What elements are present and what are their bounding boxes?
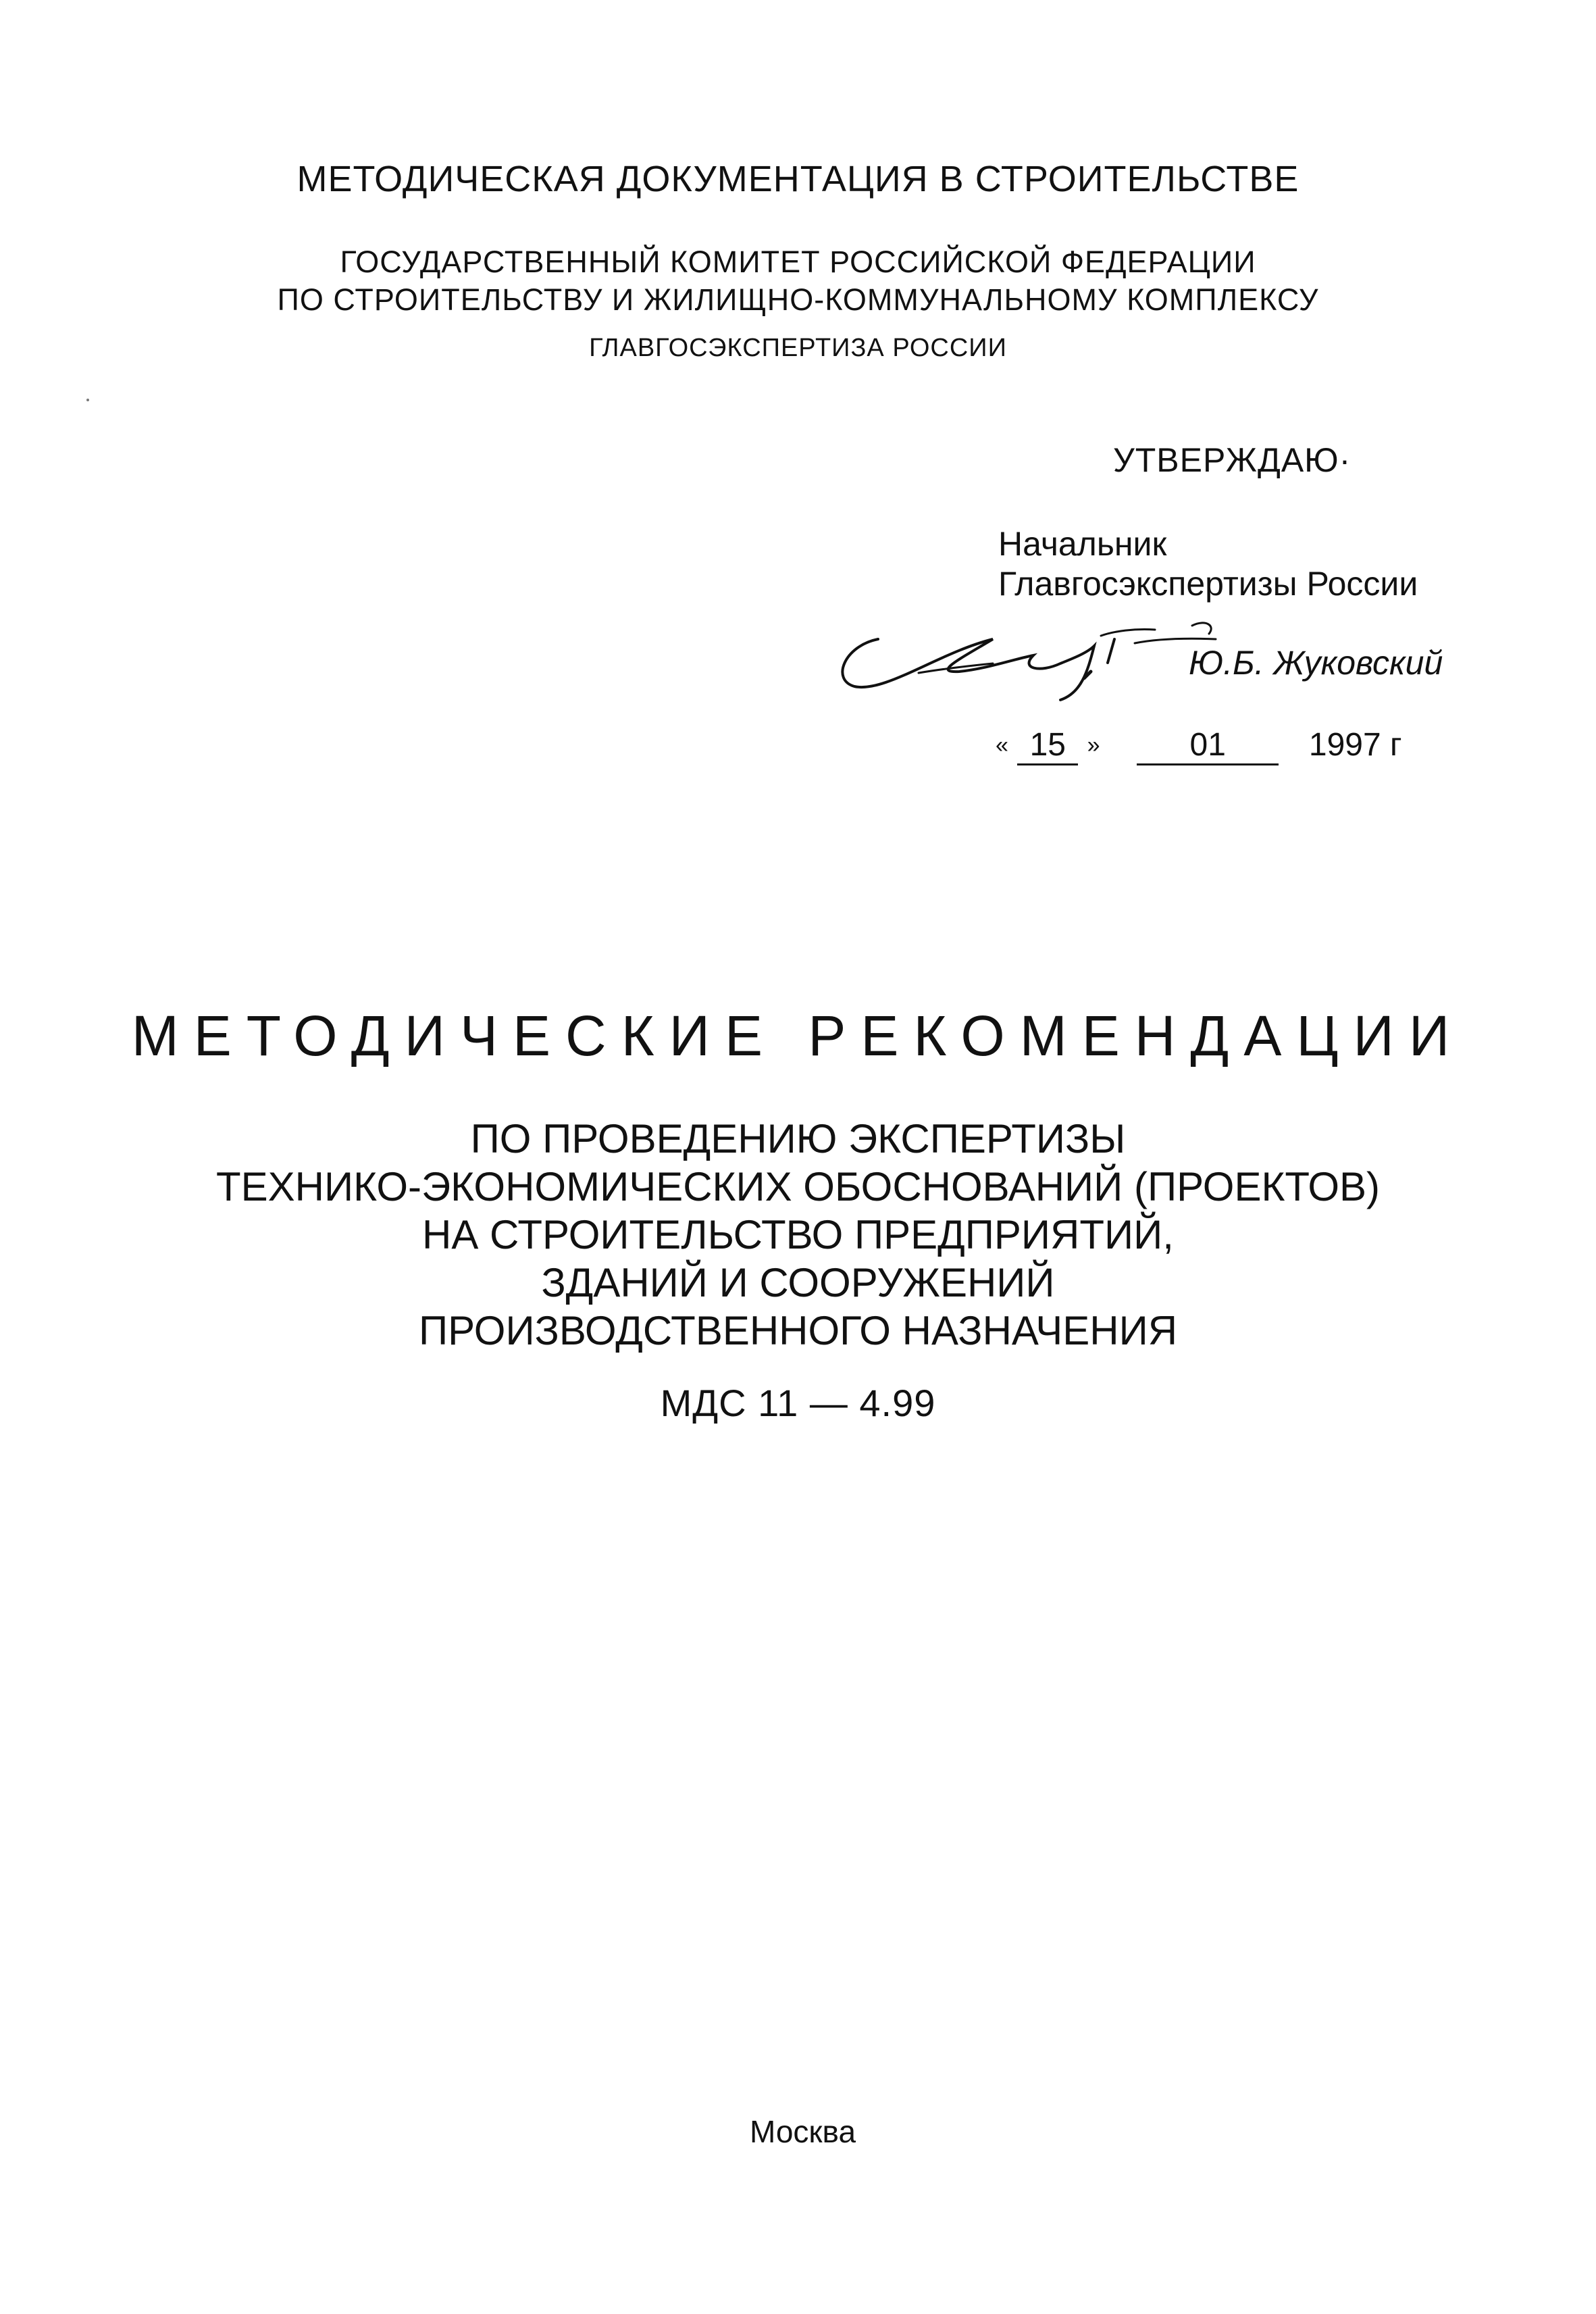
- subtitle-line-4: ЗДАНИЙ И СООРУЖЕНИЙ: [541, 1260, 1055, 1305]
- document-series: МЕТОДИЧЕСКАЯ ДОКУМЕНТАЦИЯ В СТРОИТЕЛЬСТВЕ: [297, 159, 1299, 199]
- subtitle-line-3: НА СТРОИТЕЛЬСТВО ПРЕДПРИЯТИЙ,: [422, 1212, 1174, 1257]
- approver-position-line-1: Начальник: [998, 525, 1167, 563]
- signer-name: Ю.Б. Жуковский: [1189, 644, 1443, 682]
- subtitle-line-1: ПО ПРОВЕДЕНИЮ ЭКСПЕРТИЗЫ: [470, 1116, 1126, 1161]
- date-day: 15: [1017, 726, 1078, 765]
- committee-line-1: ГОСУДАРСТВЕННЫЙ КОМИТЕТ РОССИЙСКОЙ ФЕДЕРАЦИИ: [340, 245, 1256, 279]
- handwritten-signature: [817, 599, 1222, 713]
- subtitle-line-5: ПРОИЗВОДСТВЕННОГО НАЗНАЧЕНИЯ: [418, 1308, 1178, 1353]
- approver-position-line-2: Главгосэкспертизы России: [998, 565, 1418, 603]
- document-title: МЕТОДИЧЕСКИЕ РЕКОМЕНДАЦИИ: [131, 1004, 1465, 1067]
- date-open-quote: «: [996, 732, 1008, 758]
- date-month: 01: [1137, 726, 1279, 765]
- date-close-quote: »: [1087, 732, 1100, 758]
- date-year: 1997 г: [1308, 727, 1402, 763]
- approve-label: УТВЕРЖДАЮ·: [1113, 441, 1352, 479]
- scan-speck: [86, 399, 89, 401]
- agency-name: ГЛАВГОСЭКСПЕРТИЗА РОССИИ: [589, 334, 1007, 362]
- publication-city: Москва: [750, 2114, 856, 2149]
- document-code: МДС 11 — 4.99: [660, 1382, 936, 1424]
- subtitle-line-2: ТЕХНИКО-ЭКОНОМИЧЕСКИХ ОБОСНОВАНИЙ (ПРОЕКТОВ): [215, 1164, 1381, 1209]
- approval-date: [996, 726, 1402, 765]
- committee-line-2: ПО СТРОИТЕЛЬСТВУ И ЖИЛИЩНО-КОММУНАЛЬНОМУ КОМПЛЕКСУ: [277, 282, 1319, 317]
